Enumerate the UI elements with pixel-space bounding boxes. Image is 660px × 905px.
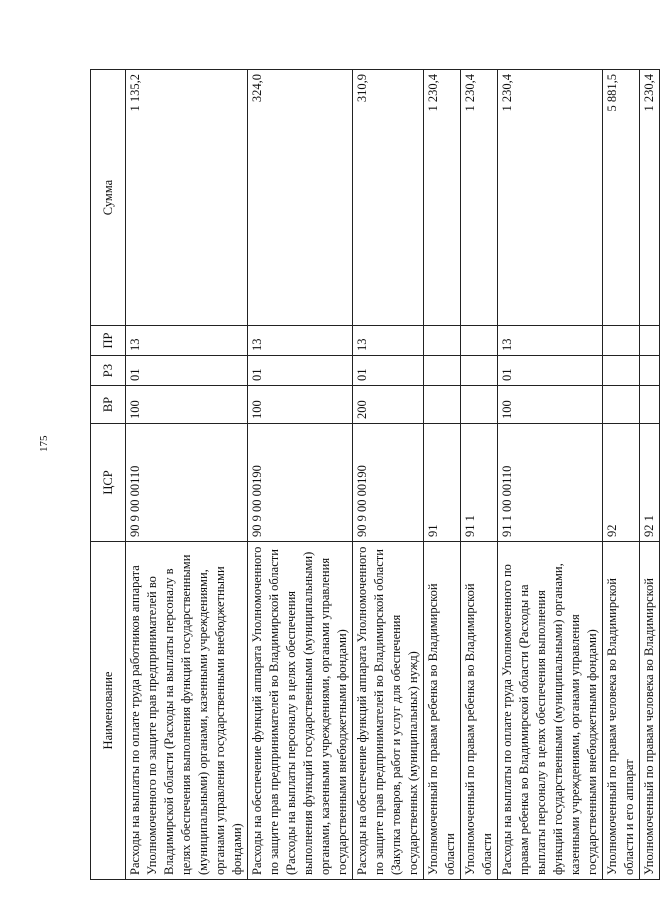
row-csr: 91: [424, 424, 461, 542]
row-pr: [461, 326, 498, 356]
row-rz: 01: [353, 356, 424, 386]
row-csr: 92 1: [640, 424, 660, 542]
row-sum: 1 135,2: [126, 70, 248, 326]
header-rz: РЗ: [91, 356, 126, 386]
table-row: [353, 70, 424, 880]
row-name: Уполномоченный по правам человека во Владимирской: [640, 542, 660, 880]
table-row: [603, 70, 640, 880]
row-vr: 100: [248, 386, 353, 424]
budget-table: [90, 69, 660, 880]
table-row: [461, 70, 498, 880]
row-csr: 92: [603, 424, 640, 542]
row-rz: 01: [498, 356, 603, 386]
row-name: Расходы на выплаты по оплате труда работников аппарата Уполномоченного по защите прав предпринимателей во Владимирской области (Расходы на выплаты персоналу в целях обеспечения выполнения функций государственными (муниципальными) органами, казенными учреждениями, органами управления государственными внебюджетными фондами): [126, 542, 248, 880]
row-sum: 1 230,4: [424, 70, 461, 326]
row-name: Уполномоченный по правам человека во Владимирской области и его аппарат: [603, 542, 640, 880]
header-vr: ВР: [91, 386, 126, 424]
row-vr: 100: [126, 386, 248, 424]
row-rz: [424, 356, 461, 386]
row-pr: [603, 326, 640, 356]
table-row: [248, 70, 353, 880]
header-name: Наименование: [91, 542, 126, 880]
row-vr: [424, 386, 461, 424]
row-csr: 90 9 00 00110: [126, 424, 248, 542]
row-name: Уполномоченный по правам ребенка во Владимирской области: [424, 542, 461, 880]
row-rz: 01: [248, 356, 353, 386]
row-pr: 13: [353, 326, 424, 356]
row-vr: 200: [353, 386, 424, 424]
row-pr: 13: [248, 326, 353, 356]
row-sum: 310,9: [353, 70, 424, 326]
row-name: Расходы на обеспечение функций аппарата Уполномоченного по защите прав предпринимателей во Владимирской области (Расходы на выплаты персоналу в целях обеспечения выполнения функций государственными (муниципальными) органами, казенными учреждениями, органами управления государственными внебюджетными фондами): [248, 542, 353, 880]
page-number: 175: [38, 435, 50, 452]
row-csr: 90 9 00 00190: [248, 424, 353, 542]
row-sum: 5 881,5: [603, 70, 640, 326]
row-csr: 90 9 00 00190: [353, 424, 424, 542]
row-pr: [424, 326, 461, 356]
header-csr: ЦСР: [91, 424, 126, 542]
row-sum: 1 230,4: [498, 70, 603, 326]
row-sum: 1 230,4: [640, 70, 660, 326]
row-rz: [603, 356, 640, 386]
row-vr: [603, 386, 640, 424]
row-csr: 91 1: [461, 424, 498, 542]
row-rz: 01: [126, 356, 248, 386]
row-pr: [640, 326, 660, 356]
table-header-row: [91, 70, 126, 880]
row-sum: 1 230,4: [461, 70, 498, 326]
table-row: [424, 70, 461, 880]
table-row: [126, 70, 248, 880]
row-name: Расходы на обеспечение функций аппарата Уполномоченного по защите прав предпринимателей во Владимирской области (Закупка товаров, работ и услуг для обеспечения государственных (муниципальных) нужд): [353, 542, 424, 880]
row-name: Расходы на выплаты по оплате труда Уполномоченного по правам ребенка во Владимирской области (Расходы на выплаты персоналу в целях обеспечения выполнения функций государственными (муниципальными) органами, казенными учреждениями, органами управления государственными внебюджетными фондами): [498, 542, 603, 880]
row-rz: [461, 356, 498, 386]
row-pr: 13: [126, 326, 248, 356]
row-rz: [640, 356, 660, 386]
row-vr: [461, 386, 498, 424]
table-row: [498, 70, 603, 880]
row-pr: 13: [498, 326, 603, 356]
row-vr: 100: [498, 386, 603, 424]
row-name: Уполномоченный по правам ребенка во Владимирской области: [461, 542, 498, 880]
header-sum: Сумма: [91, 70, 126, 326]
row-vr: [640, 386, 660, 424]
table-row: [640, 70, 660, 880]
rotated-page: [90, 70, 656, 880]
row-csr: 91 1 00 00110: [498, 424, 603, 542]
row-sum: 324,0: [248, 70, 353, 326]
header-pr: ПР: [91, 326, 126, 356]
